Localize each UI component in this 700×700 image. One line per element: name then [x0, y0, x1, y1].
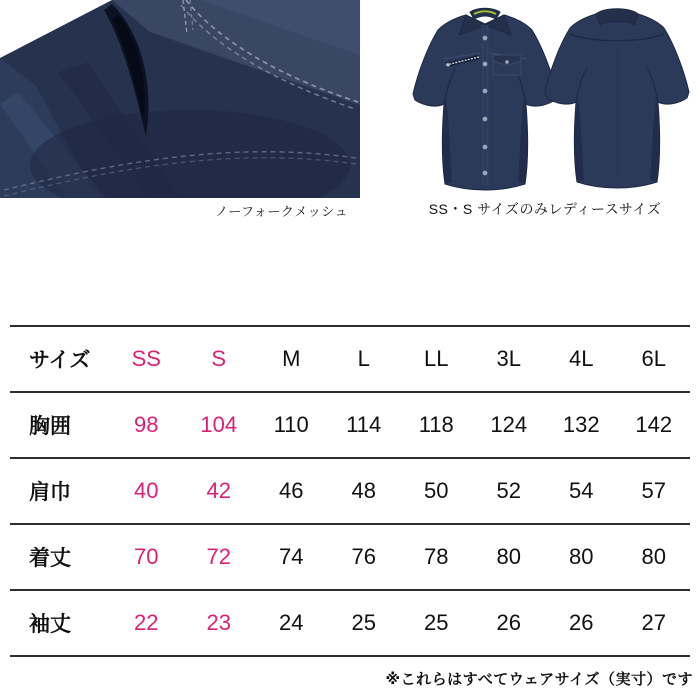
size-cell: 72 — [206, 544, 231, 569]
size-cell: 80 — [496, 544, 521, 569]
shirt-photo-graphic — [400, 0, 700, 198]
table-row-chest — [10, 392, 690, 458]
header-ss: SS — [131, 346, 161, 371]
shirt-front-back-photo — [400, 0, 700, 198]
header-l: L — [357, 346, 370, 371]
header-size-label: サイズ — [29, 349, 91, 372]
header-4l: 4L — [569, 346, 594, 371]
size-table — [10, 325, 690, 657]
size-cell: 42 — [206, 478, 231, 503]
size-cell: 80 — [641, 544, 666, 569]
row-label: 胸囲 — [29, 415, 71, 438]
size-cell: 124 — [490, 412, 528, 437]
table-row-shoulder — [10, 458, 690, 524]
size-cell: 74 — [279, 544, 304, 569]
size-cell: 118 — [418, 412, 454, 437]
row-label: 肩巾 — [29, 481, 71, 504]
fabric-photo-graphic — [0, 0, 360, 198]
size-cell: 52 — [496, 478, 521, 503]
size-cell: 27 — [641, 610, 666, 635]
wear-size-footnote: ※これらはすべてウェアサイズ（実寸）です — [385, 671, 693, 688]
row-label: 着丈 — [29, 547, 71, 570]
size-cell: 26 — [496, 610, 521, 635]
size-cell: 57 — [641, 478, 666, 503]
size-cell: 78 — [424, 544, 449, 569]
shirt-front — [413, 8, 557, 190]
size-cell: 76 — [351, 544, 376, 569]
header-6l: 6L — [641, 346, 666, 371]
size-cell: 98 — [134, 412, 159, 437]
size-cell: 132 — [562, 412, 600, 437]
header-ll: LL — [424, 346, 449, 371]
size-cell: 25 — [351, 610, 376, 635]
size-cell: 110 — [273, 412, 309, 437]
size-table-header-row — [10, 326, 690, 392]
size-cell: 50 — [424, 478, 449, 503]
size-cell: 26 — [569, 610, 594, 635]
size-cell: 48 — [351, 478, 376, 503]
size-cell: 142 — [635, 412, 673, 437]
table-row-sleeve — [10, 590, 690, 656]
header-s: S — [211, 346, 227, 371]
size-cell: 23 — [206, 610, 231, 635]
size-cell: 114 — [346, 412, 382, 437]
size-cell: 80 — [569, 544, 594, 569]
shirts-caption: SS・S サイズのみレディースサイズ — [428, 201, 662, 217]
shirt-back — [545, 9, 689, 188]
size-cell: 22 — [134, 610, 159, 635]
size-cell: 40 — [134, 478, 159, 503]
fabric-caption: ノーフォークメッシュ — [215, 204, 348, 219]
size-cell: 70 — [134, 544, 159, 569]
size-cell: 54 — [569, 478, 594, 503]
header-m: M — [282, 346, 301, 371]
size-cell: 24 — [279, 610, 304, 635]
size-cell: 104 — [200, 412, 238, 437]
table-row-length — [10, 524, 690, 590]
size-cell: 25 — [424, 610, 449, 635]
header-3l: 3L — [496, 346, 521, 371]
row-label: 袖丈 — [29, 613, 71, 636]
size-cell: 46 — [279, 478, 304, 503]
fabric-detail-photo — [0, 0, 360, 198]
